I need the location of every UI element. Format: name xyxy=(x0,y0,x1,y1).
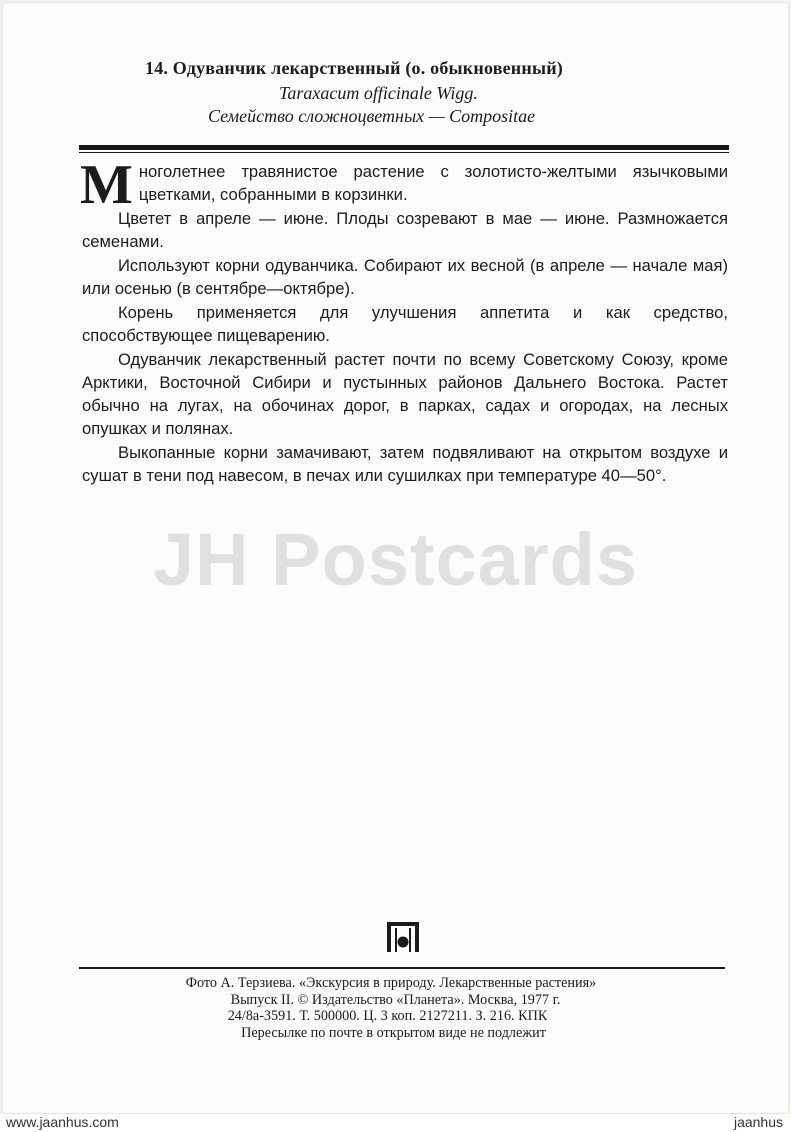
imprint-line-1: Фото А. Терзиева. «Экскурсия в природу. Лекарственные растения» xyxy=(185,975,597,991)
header-rule-thin xyxy=(79,152,729,153)
latin-name: Taraxacum officinale Wigg. xyxy=(279,83,478,103)
watermark: JH Postcards xyxy=(153,518,638,601)
paragraph-6: Выкопанные корни замачивают, затем подвяливают на открытом воздухе и сушат в тени под навесом, в печах или сушилках при температуре 40—50°. xyxy=(82,443,728,485)
imprint-line-3: 24/8а-3591. Т. 500000. Ц. 3 коп. 2127211. З. 216. КПК xyxy=(227,1008,548,1025)
planeta-publisher-logo-icon xyxy=(386,921,420,953)
site-url: www.jaanhus.com xyxy=(6,1114,119,1130)
paragraph-1 xyxy=(80,154,728,216)
paragraph-2: Цветет в апреле — июне. Плоды созревают в мае — июне. Размножается семенами. xyxy=(82,209,728,251)
paragraph-1-text: ноголетнее травянистое растение с золотисто-желтыми язычковыми цветками, собранными в корзинки. xyxy=(138,162,728,204)
family-name: Семейство сложноцветных — Compositae xyxy=(208,106,536,126)
imprint-line-2: Выпуск II. © Издательство «Планета». Москва, 1977 г. xyxy=(230,991,561,1008)
dropcap-letter: М xyxy=(80,154,133,216)
imprint-line-4: Пересылке по почте в открытом виде не подлежит xyxy=(241,1024,546,1041)
description-text xyxy=(80,154,728,488)
header-rule-thick xyxy=(79,145,729,150)
site-name: jaanhus xyxy=(733,1114,783,1130)
paragraph-5: Одуванчик лекарственный растет почти по всему Советскому Союзу, кроме Арктики, Восточной Сибири и пустынных районов Дальнего Востока. Растет обычно на лугах, на обочинах дорог, в парках, садах и огородах, на лесных опушках и полянах. xyxy=(82,350,728,438)
footer-rule xyxy=(79,967,725,969)
paragraph-4: Корень применяется для улучшения аппетита и как средство, способствующее пищеварению. xyxy=(82,303,728,345)
site-strip xyxy=(0,1114,791,1132)
imprint xyxy=(0,975,791,1041)
page-title: 14. Одуванчик лекарственный (о. обыкновенный) xyxy=(145,58,563,78)
paragraph-3: Используют корни одуванчика. Собирают их весной (в апреле — начале мая) или осенью (в сентябре—октябре). xyxy=(82,256,728,298)
